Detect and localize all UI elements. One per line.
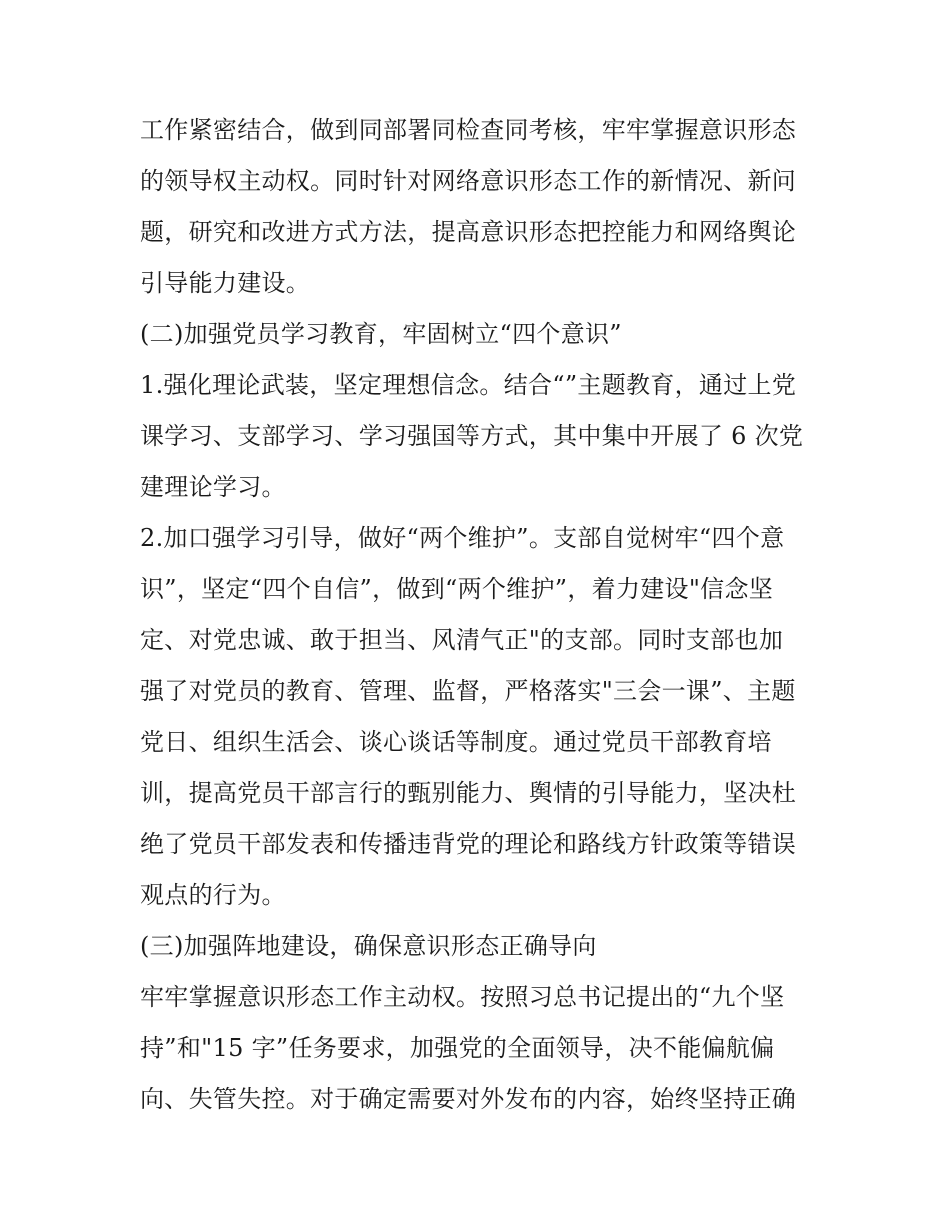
text-line: 识”，坚定“四个自信”，做到“两个维护”，着力建设"信念坚 bbox=[140, 575, 774, 603]
text-line: 向、失管失控。对于确定需要对外发布的内容，始终坚持正确 bbox=[140, 1085, 797, 1113]
text-line: 强了对党员的教育、管理、监督，严格落实"三会一课”、主题 bbox=[140, 677, 796, 705]
document-body bbox=[140, 105, 830, 1125]
text-line: 题，研究和改进方式方法，提高意识形态把控能力和网络舆论 bbox=[140, 218, 797, 246]
text-line: 持”和"15 字”任务要求，加强党的全面领导，决不能偏航偏 bbox=[140, 1034, 775, 1062]
text-line: 的领导权主动权。同时针对网络意识形态工作的新情况、新问 bbox=[140, 167, 797, 195]
text-line: 观点的行为。 bbox=[140, 881, 286, 909]
text-line: 训，提高党员干部言行的甄别能力、舆情的引导能力，坚决杜 bbox=[140, 779, 797, 807]
text-line: 定、对党忠诚、敢于担当、风清气正"的支部。同时支部也加 bbox=[140, 626, 784, 654]
text-line: 课学习、支部学习、学习强国等方式，其中集中开展了 6 次党 bbox=[140, 422, 804, 450]
text-line: 2.加口强学习引导，做好“两个维护”。支部自觉树牢“四个意 bbox=[140, 524, 785, 552]
text-line: 绝了党员干部发表和传播违背党的理论和路线方针政策等错误 bbox=[140, 830, 797, 858]
text-line: 工作紧密结合，做到同部署同检查同考核，牢牢掌握意识形态 bbox=[140, 116, 797, 144]
text-line: 牢牢掌握意识形态工作主动权。按照习总书记提出的“九个坚 bbox=[140, 983, 785, 1011]
text-line: 引导能力建设。 bbox=[140, 269, 311, 297]
section-heading: (三)加强阵地建设，确保意识形态正确导向 bbox=[140, 932, 597, 960]
section-heading: (二)加强党员学习教育，牢固树立“四个意识” bbox=[140, 320, 622, 348]
text-line: 党日、组织生活会、谈心谈话等制度。通过党员干部教育培 bbox=[140, 728, 772, 756]
text-line: 建理论学习。 bbox=[140, 473, 286, 501]
text-line: 1.强化理论武装，坚定理想信念。结合“”主题教育，通过上党 bbox=[140, 371, 797, 399]
